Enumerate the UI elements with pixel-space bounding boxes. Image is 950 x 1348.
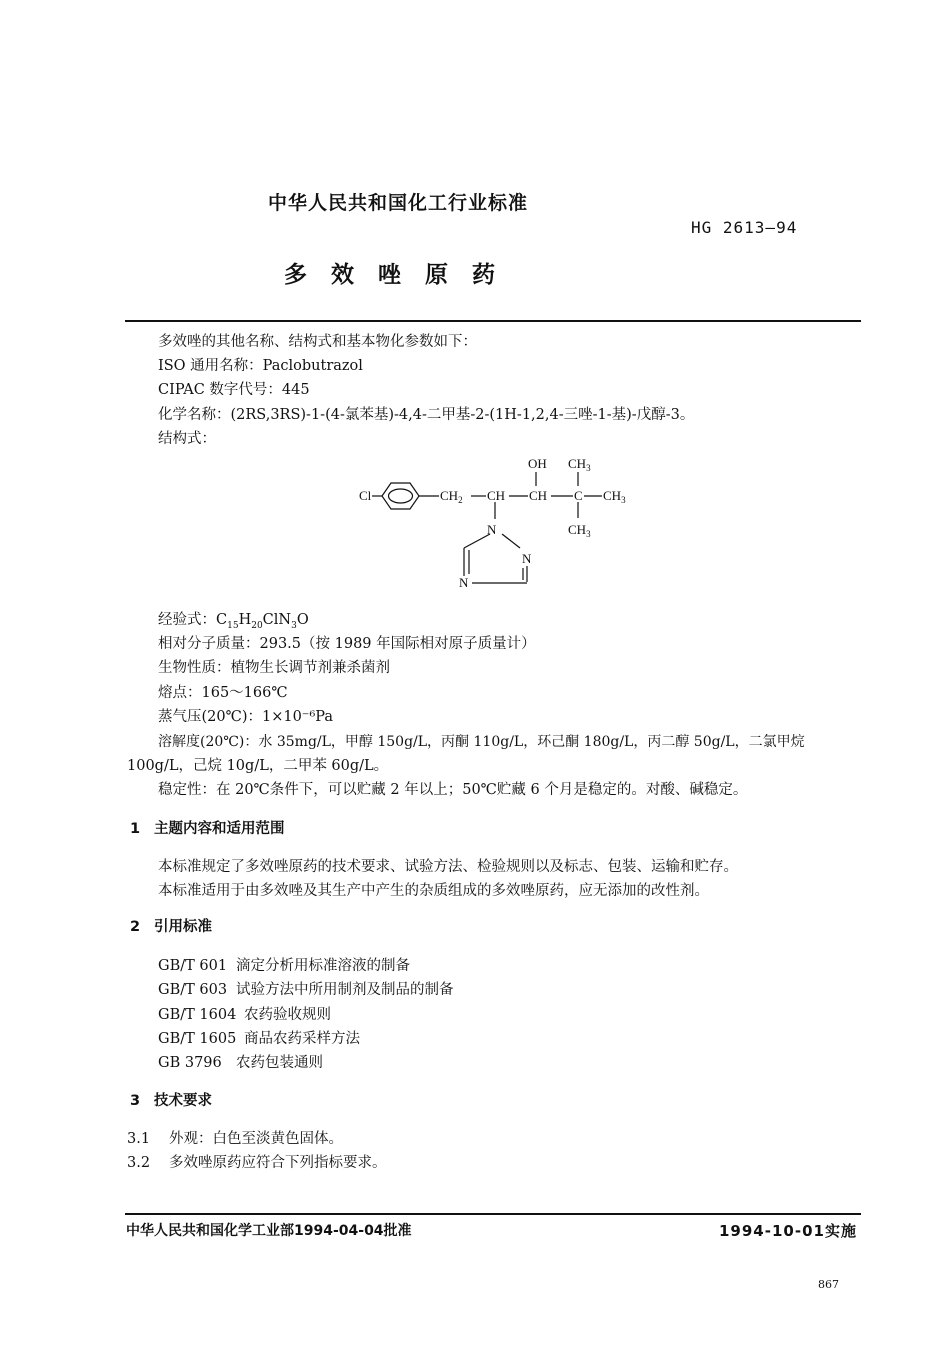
page-number: 867 <box>818 1278 839 1291</box>
ch-b-label: CH <box>529 488 548 503</box>
intro-lead: 多效唑的其他名称、结构式和基本物化参数如下： <box>158 334 477 350</box>
oh-label: OH <box>528 456 547 471</box>
ch3-top-label: $CH_3$ <box>568 456 591 473</box>
iso-name: ISO 通用名称：Paclobutrazol <box>158 358 363 374</box>
ch3-bottom-label: $CH_3$ <box>568 522 591 539</box>
reference-item: GB/T 1605 商品农药采样方法 <box>158 1031 360 1047</box>
biological-property: 生物性质：植物生长调节剂兼杀菌剂 <box>158 660 390 676</box>
standard-category: 中华人民共和国化工行业标准 <box>268 192 529 214</box>
standard-code: HG 2613—94 <box>691 218 798 237</box>
triazole-n4-label: N <box>459 575 469 590</box>
requirement-item: 3.1 外观：白色至淡黄色固体。 <box>127 1131 343 1147</box>
section-2-heading: 2 引用标准 <box>130 919 212 935</box>
reference-item: GB 3796 农药包装通则 <box>158 1055 323 1071</box>
ch2-label: $CH_2$ <box>440 488 463 505</box>
header-rule <box>125 320 861 322</box>
triazole-n2-label: N <box>522 551 532 566</box>
solubility-line-2: 100g/L，己烷 10g/L，二甲苯 60g/L。 <box>127 758 389 774</box>
ch3-right-label: $CH_3$ <box>603 488 626 505</box>
footer-rule <box>125 1213 861 1215</box>
requirement-item: 3.2 多效唑原药应符合下列指标要求。 <box>127 1155 387 1171</box>
chemical-name: 化学名称：(2RS,3RS)-1-(4-氯苯基)-4,4-二甲基-2-(1H-1,2,4-三唑-1-基)-戊醇-3。 <box>158 407 695 423</box>
structure-label: 结构式： <box>158 431 216 447</box>
reference-item: GB/T 601 滴定分析用标准溶液的制备 <box>158 958 410 974</box>
section-1-paragraph-1: 本标准规定了多效唑原药的技术要求、试验方法、检验规则以及标志、包装、运输和贮存。 <box>158 859 738 875</box>
vapor-pressure: 蒸气压(20℃)：1×10⁻⁶Pa <box>158 709 334 725</box>
cl-label: Cl <box>359 488 372 503</box>
ch-a-label: CH <box>487 488 506 503</box>
implementation-date: 1994-10-01实施 <box>719 1222 857 1240</box>
c-quaternary-label: C <box>574 488 583 503</box>
empirical-formula <box>158 611 309 635</box>
solubility-line-1: 溶解度(20℃)：水 35mg/L，甲醇 150g/L，丙酮 110g/L，环己酮 180g/L，丙二醇 50g/L，二氯甲烷 <box>158 734 805 750</box>
section-1-paragraph-2: 本标准适用于由多效唑及其生产中产生的杂质组成的多效唑原药，应无添加的改性剂。 <box>158 883 709 899</box>
formula-value: $C_{15}H_{20}ClN_3O$ <box>216 612 309 631</box>
formula-label: 经验式： <box>158 612 216 628</box>
triazole-n1-label: N <box>487 522 497 537</box>
section-1-heading: 1 主题内容和适用范围 <box>130 821 285 837</box>
reference-item: GB/T 603 试验方法中所用制剂及制品的制备 <box>158 982 454 998</box>
reference-item: GB/T 1604 农药验收规则 <box>158 1007 331 1023</box>
molecular-weight: 相对分子质量：293.5（按 1989 年国际相对原子质量计） <box>158 636 536 652</box>
document-title: 多 效 唑 原 药 <box>284 262 504 288</box>
cipac-code: CIPAC 数字代号：445 <box>158 382 310 398</box>
approval-line: 中华人民共和国化学工业部1994-04-04批准 <box>126 1223 412 1239</box>
melting-point: 熔点：165～166℃ <box>158 685 288 701</box>
structural-formula <box>350 450 640 600</box>
section-3-heading: 3 技术要求 <box>130 1093 212 1109</box>
stability: 稳定性：在 20℃条件下，可以贮藏 2 年以上；50℃贮藏 6 个月是稳定的。对酸、碱稳定。 <box>158 782 748 798</box>
